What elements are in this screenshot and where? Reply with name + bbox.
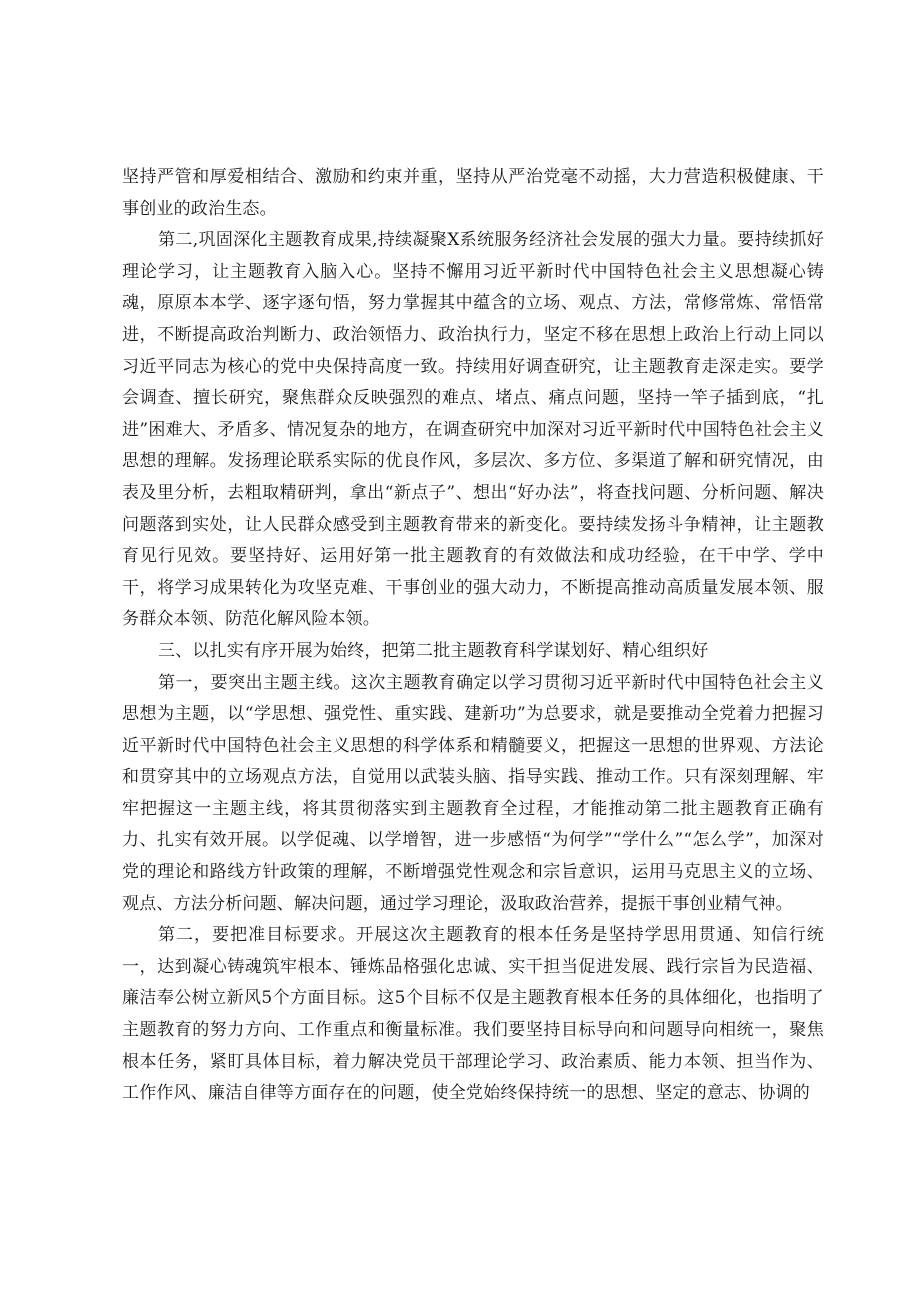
section-heading-three: 三、以扎实有序开展为始终，把第二批主题教育科学谋划好、精心组织好 (158, 640, 709, 661)
paragraph-target-requirements: 第二，要把准目标要求。开展这次主题教育的根本任务是坚持学思用贯通、知信行统一，达到凝心铸魂筑牢根本、锤炼品格强化忠诚、实干担当促进发展、践行宗旨为民造福、廉洁奉公树立新风5个方面目标。这5个目标不仅是主题教育根本任务的具体细化，也指明了主题教育的努力方向、工作重点和衡量标准。我们要坚持目标导向和问题导向相统一，聚焦根本任务，紧盯具体目标，着力解决党员干部理论学习、政治素质、能力本领、担当作为、工作作风、廉洁自律等方面存在的问题，使全党始终保持统一的思想、坚定的意志、协调的 (122, 925, 824, 1104)
paragraph-continuation: 坚持严管和厚爱相结合、激励和约束并重，坚持从严治党毫不动摇，大力营造积极健康、干事创业的政治生态。 (122, 167, 824, 219)
document-body (122, 162, 824, 1110)
paragraph-second-point: 第二,巩固深化主题教育成果,持续凝聚X系统服务经济社会发展的强大力量。要持续抓好理论学习，让主题教育入脑入心。坚持不懈用习近平新时代中国特色社会主义思想凝心铸魂，原原本本学、逐字逐句悟，努力掌握其中蕴含的立场、观点、方法，常修常炼、常悟常进，不断提高政治判断力、政治领悟力、政治执行力，坚定不移在思想上政治上行动上同以习近平同志为核心的党中央保持高度一致。持续用好调查研究，让主题教育走深走实。要学会调查、擅长研究，聚焦群众反映强烈的难点、堵点、痛点问题，坚持一竿子插到底，“扎进”困难大、矛盾多、情况复杂的地方，在调查研究中加深对习近平新时代中国特色社会主义思想的理解。发扬理论联系实际的优良作风，多层次、多方位、多渠道了解和研究情况，由表及里分析，去粗取精研判，拿出“新点子”、想出“好办法”，将查找问题、分析问题、解决问题落到实处，让人民群众感受到主题教育带来的新变化。要持续发扬斗争精神，让主题教育见行见效。要坚持好、运用好第一批主题教育的有效做法和成功经验，在干中学、学中干，将学习成果转化为攻坚克难、干事创业的强大动力，不断提高推动高质量发展本领、服务群众本领、防范化解风险本领。 (122, 230, 824, 630)
paragraph-highlight-theme: 第一，要突出主题主线。这次主题教育确定以学习贯彻习近平新时代中国特色社会主义思想为主题，以“学思想、强党性、重实践、建新功”为总要求，就是要推动全党着力把握习近平新时代中国特色社会主义思想的科学体系和精髓要义，把握这一思想的世界观、方法论和贯穿其中的立场观点方法，自觉用以武装头脑、指导实践、推动工作。只有深刻理解、牢牢把握这一主题主线，将其贯彻落实到主题教育全过程，才能推动第二批主题教育正确有力、扎实有效开展。以学促魂、以学增智，进一步感悟“为何学”“学什么”“怎么学”，加深对党的理论和路线方针政策的理解，不断增强党性观念和宗旨意识，运用马克思主义的立场、观点、方法分析问题、解决问题，通过学习理论，汲取政治营养，提振干事创业精气神。 (122, 672, 824, 914)
